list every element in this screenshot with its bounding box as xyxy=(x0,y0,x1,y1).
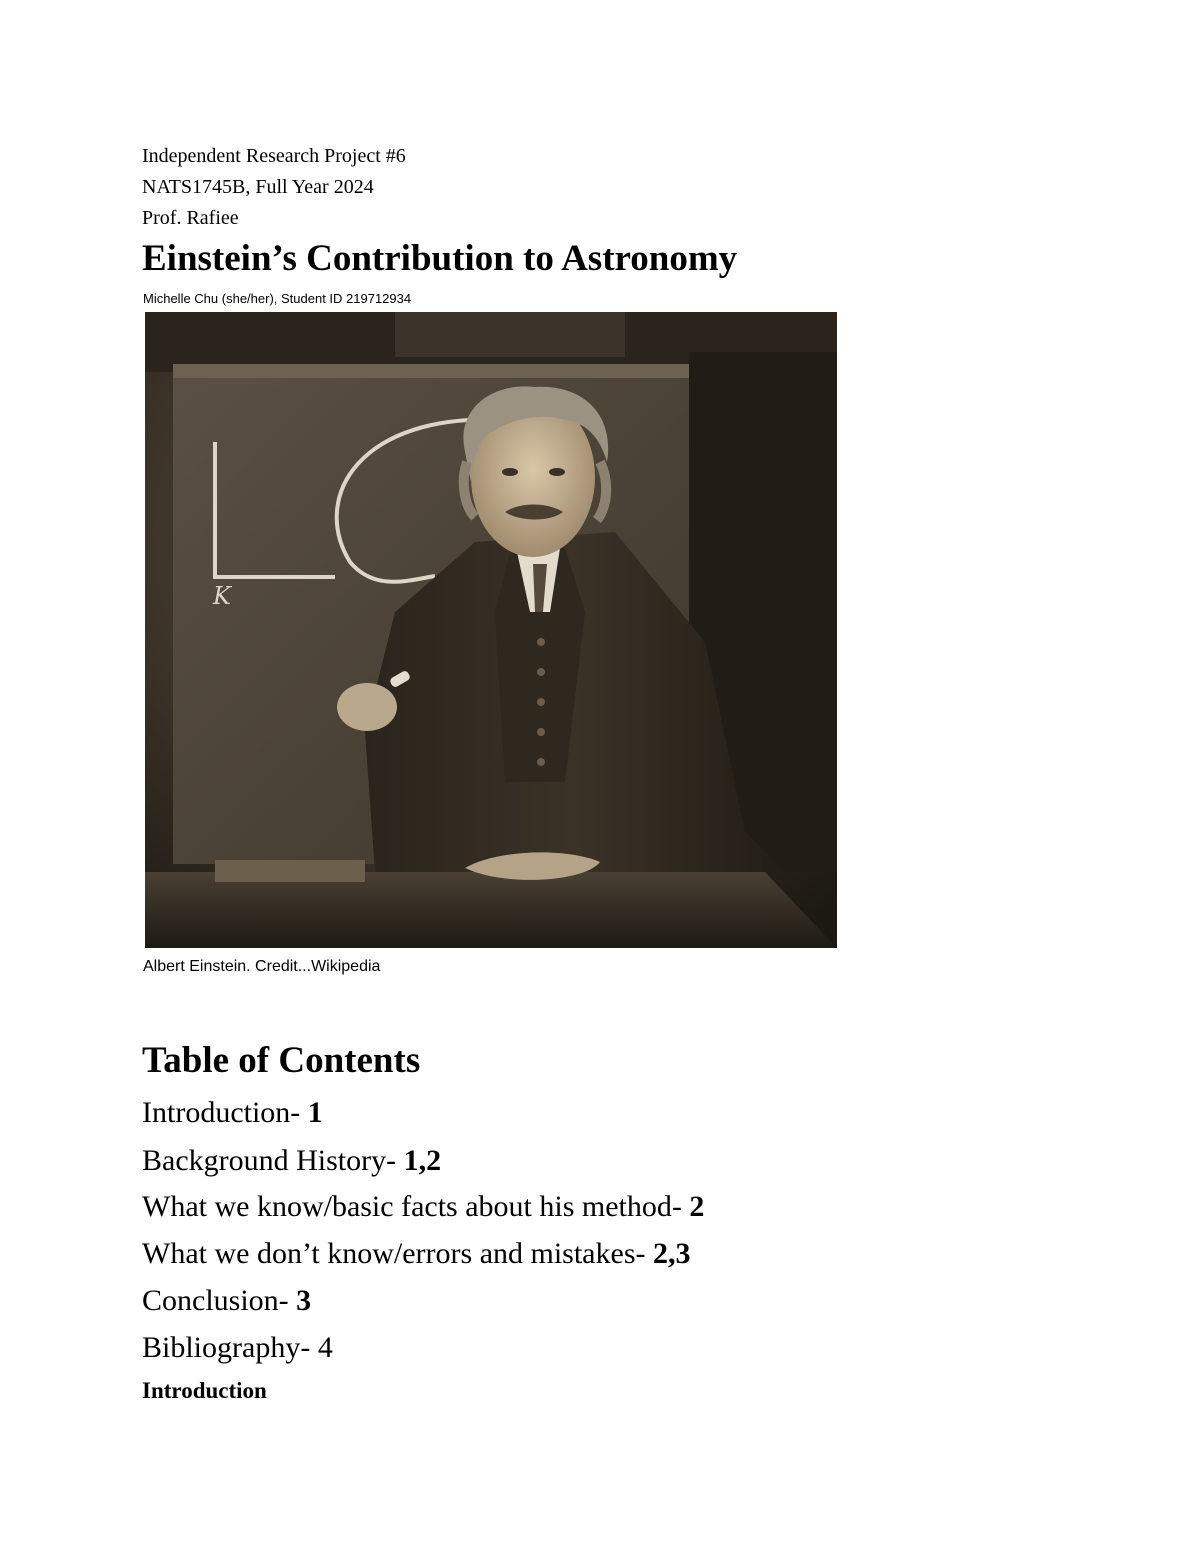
toc-item-pages: 1,2 xyxy=(403,1144,442,1177)
professor-label: Prof. Rafiee xyxy=(142,207,239,229)
toc-item-label: What we know/basic facts about his method- xyxy=(142,1190,690,1223)
toc-item-label: Introduction- xyxy=(142,1096,308,1129)
toc-item-what-we-dont-know xyxy=(142,1235,690,1273)
course-label: NATS1745B, Full Year 2024 xyxy=(142,176,374,198)
toc-item-pages: 1 xyxy=(307,1096,323,1129)
toc-heading: Table of Contents xyxy=(142,1040,421,1081)
toc-item-pages: 2,3 xyxy=(652,1237,691,1270)
toc-item-pages: 4 xyxy=(317,1331,333,1364)
toc-item-background-history xyxy=(142,1142,441,1180)
photo-caption: Albert Einstein. Credit...Wikipedia xyxy=(143,958,381,975)
toc-item-label: Background History- xyxy=(142,1144,404,1177)
toc-item-pages: 3 xyxy=(296,1284,312,1317)
toc-item-bibliography xyxy=(142,1329,333,1367)
toc-item-label: What we don’t know/errors and mistakes- xyxy=(142,1237,653,1270)
author-byline: Michelle Chu (she/her), Student ID 219712934 xyxy=(143,291,412,306)
chalkboard-formula: K xyxy=(213,582,231,610)
toc-item-introduction xyxy=(142,1094,323,1132)
project-label: Independent Research Project #6 xyxy=(142,145,406,167)
toc-item-what-we-know xyxy=(142,1188,704,1226)
toc-item-label: Bibliography- xyxy=(142,1331,318,1364)
einstein-photo xyxy=(145,312,837,948)
toc-item-conclusion xyxy=(142,1282,311,1320)
section-heading-introduction: Introduction xyxy=(142,1378,267,1403)
document-title: Einstein’s Contribution to Astronomy xyxy=(142,238,738,279)
toc-item-pages: 2 xyxy=(689,1190,705,1223)
toc-item-label: Conclusion- xyxy=(142,1284,297,1317)
desk xyxy=(145,872,837,948)
